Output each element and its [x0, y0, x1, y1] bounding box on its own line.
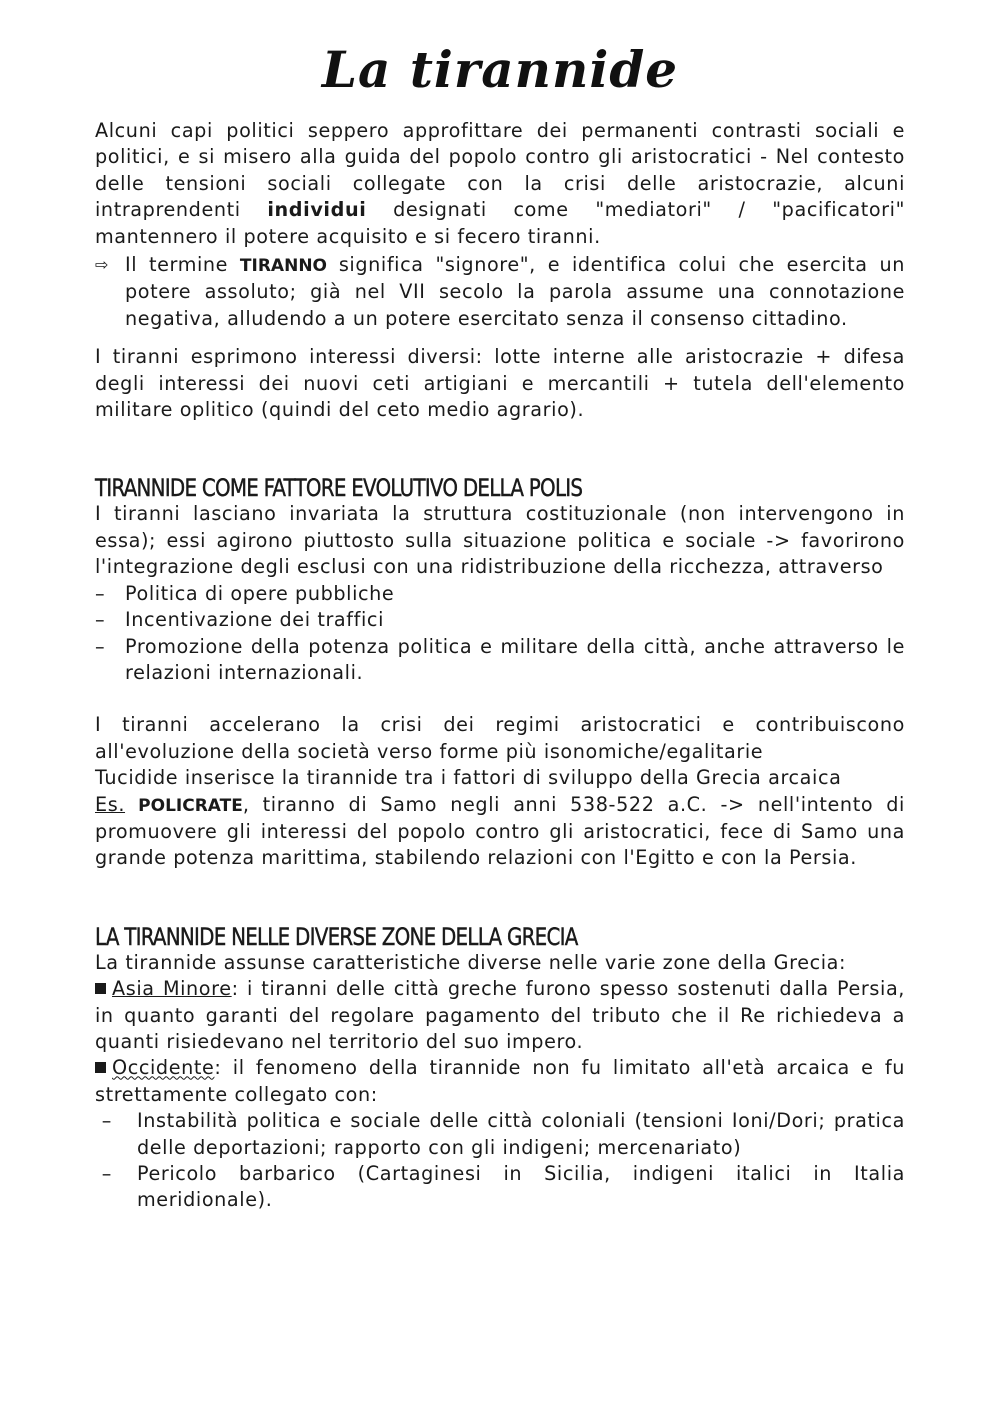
list-item-text: Pericolo barbarico (Cartaginesi in Sicilia, indigeni italici in Italia meridionale).	[137, 1162, 905, 1212]
dash-icon: –	[95, 1109, 112, 1133]
list-item-text: Promozione della potenza politica e militare della città, anche attraverso le relazioni internazionali.	[125, 634, 905, 684]
definition-text-a: Il termine	[125, 253, 240, 277]
list-item	[95, 634, 905, 687]
section-heading-zones: LA TIRANNIDE NELLE DIVERSE ZONE DELLA GRECIA	[95, 922, 578, 951]
definition-note	[95, 252, 905, 332]
page-title: La tirannide	[321, 40, 679, 99]
intro-paragraph	[95, 118, 905, 250]
tucidide-paragraph: Tucidide inserisce la tirannide tra i fattori di sviluppo della Grecia arcaica	[95, 766, 842, 790]
section1-list	[95, 581, 905, 687]
list-item-text: Incentivazione dei traffici	[125, 608, 385, 632]
term-policrate: POLICRATE	[138, 795, 243, 816]
hollow-arrow-right-icon: ⇨	[95, 255, 109, 275]
example-label: Es.	[95, 792, 126, 816]
interests-paragraph: I tiranni esprimono interessi diversi: lotte interne alle aristocrazie + difesa degli interessi dei nuovi ceti artigiani e mercantili + tutela dell'elemento militare oplitico (quindi del ceto medio agrario).	[95, 345, 905, 422]
intro-text-a: Alcuni capi politici seppero approfittare dei permanenti contrasti sociali e politici, e si misero alla guida del popolo contro gli aristocratici - Nel contesto delle tensioni sociali collegate con la crisi delle aristocrazie, alcuni intraprendenti	[95, 119, 905, 222]
dash-icon: –	[95, 634, 106, 658]
dash-icon: –	[95, 1162, 112, 1185]
definition-text	[125, 252, 905, 332]
asia-minore-text: : i tiranni delle città greche furono spesso sostenuti dalla Persia, in quanto garanti del regolare pagamento del tributo che il Re richiedeva a quanti risiedevano nel territorio del suo impero.	[95, 977, 906, 1053]
example-text: , tiranno di Samo negli anni 538-522 a.C. -> nell'intento di promuovere gli interessi del popolo contro gli aristocratici, fece di Samo una grande potenza marittima, stabilendo relazioni con l'Egitto e con la Persia.	[95, 792, 905, 870]
occidente-list	[95, 1108, 905, 1214]
asia-minore-label: Asia Minore	[112, 977, 232, 1001]
list-item	[95, 607, 905, 633]
zones-intro: La tirannide assunse caratteristiche diverse nelle varie zone della Grecia:	[95, 950, 847, 974]
dash-icon: –	[95, 608, 106, 632]
occidente-paragraph	[95, 1055, 905, 1108]
black-square-icon	[95, 983, 106, 994]
list-item	[95, 1108, 905, 1161]
occidente-label: Occidente	[112, 1056, 215, 1080]
occidente-text: : il fenomeno della tirannide non fu limitato all'età arcaica e fu strettamente collegato con:	[95, 1056, 905, 1106]
list-item	[95, 581, 905, 607]
intro-bold-term: individui	[267, 198, 367, 222]
term-tiranno: TIRANNO	[239, 256, 327, 277]
intro-text-b: designati come "mediatori" / "pacificatori" mantennero il potere acquisito e si fecero tiranni.	[95, 198, 906, 248]
document-page	[95, 30, 905, 1214]
definition-text-b: significa "signore", e identifica colui che esercita un potere assoluto; già nel VII secolo la parola assume una connotazione negativa, alludendo a un potere esercitato senza il consenso cittadino.	[125, 253, 905, 330]
crisis-paragraph: I tiranni accelerano la crisi dei regimi aristocratici e contribuiscono all'evoluzione della società verso forme più isonomiche/egalitarie	[95, 713, 905, 763]
list-item-text: Politica di opere pubbliche	[125, 581, 395, 605]
section-heading-evolution: TIRANNIDE COME FATTORE EVOLUTIVO DELLA POLIS	[95, 474, 583, 503]
section1-paragraph: I tiranni lasciano invariata la struttura costituzionale (non intervengono in essa); essi agirono piuttosto sulla situazione politica e sociale -> favorirono l'integrazione degli esclusi con una ridistribuzione della ricchezza, attraverso	[95, 502, 905, 579]
list-item	[95, 1161, 905, 1214]
asia-minore-paragraph	[95, 976, 905, 1055]
dash-icon: –	[95, 581, 106, 605]
example-paragraph	[95, 792, 905, 872]
black-square-icon	[95, 1062, 106, 1073]
list-item-text: Instabilità politica e sociale delle città coloniali (tensioni Ioni/Dori; pratica delle deportazioni; rapporto con gli indigeni; mercenariato)	[137, 1109, 905, 1159]
